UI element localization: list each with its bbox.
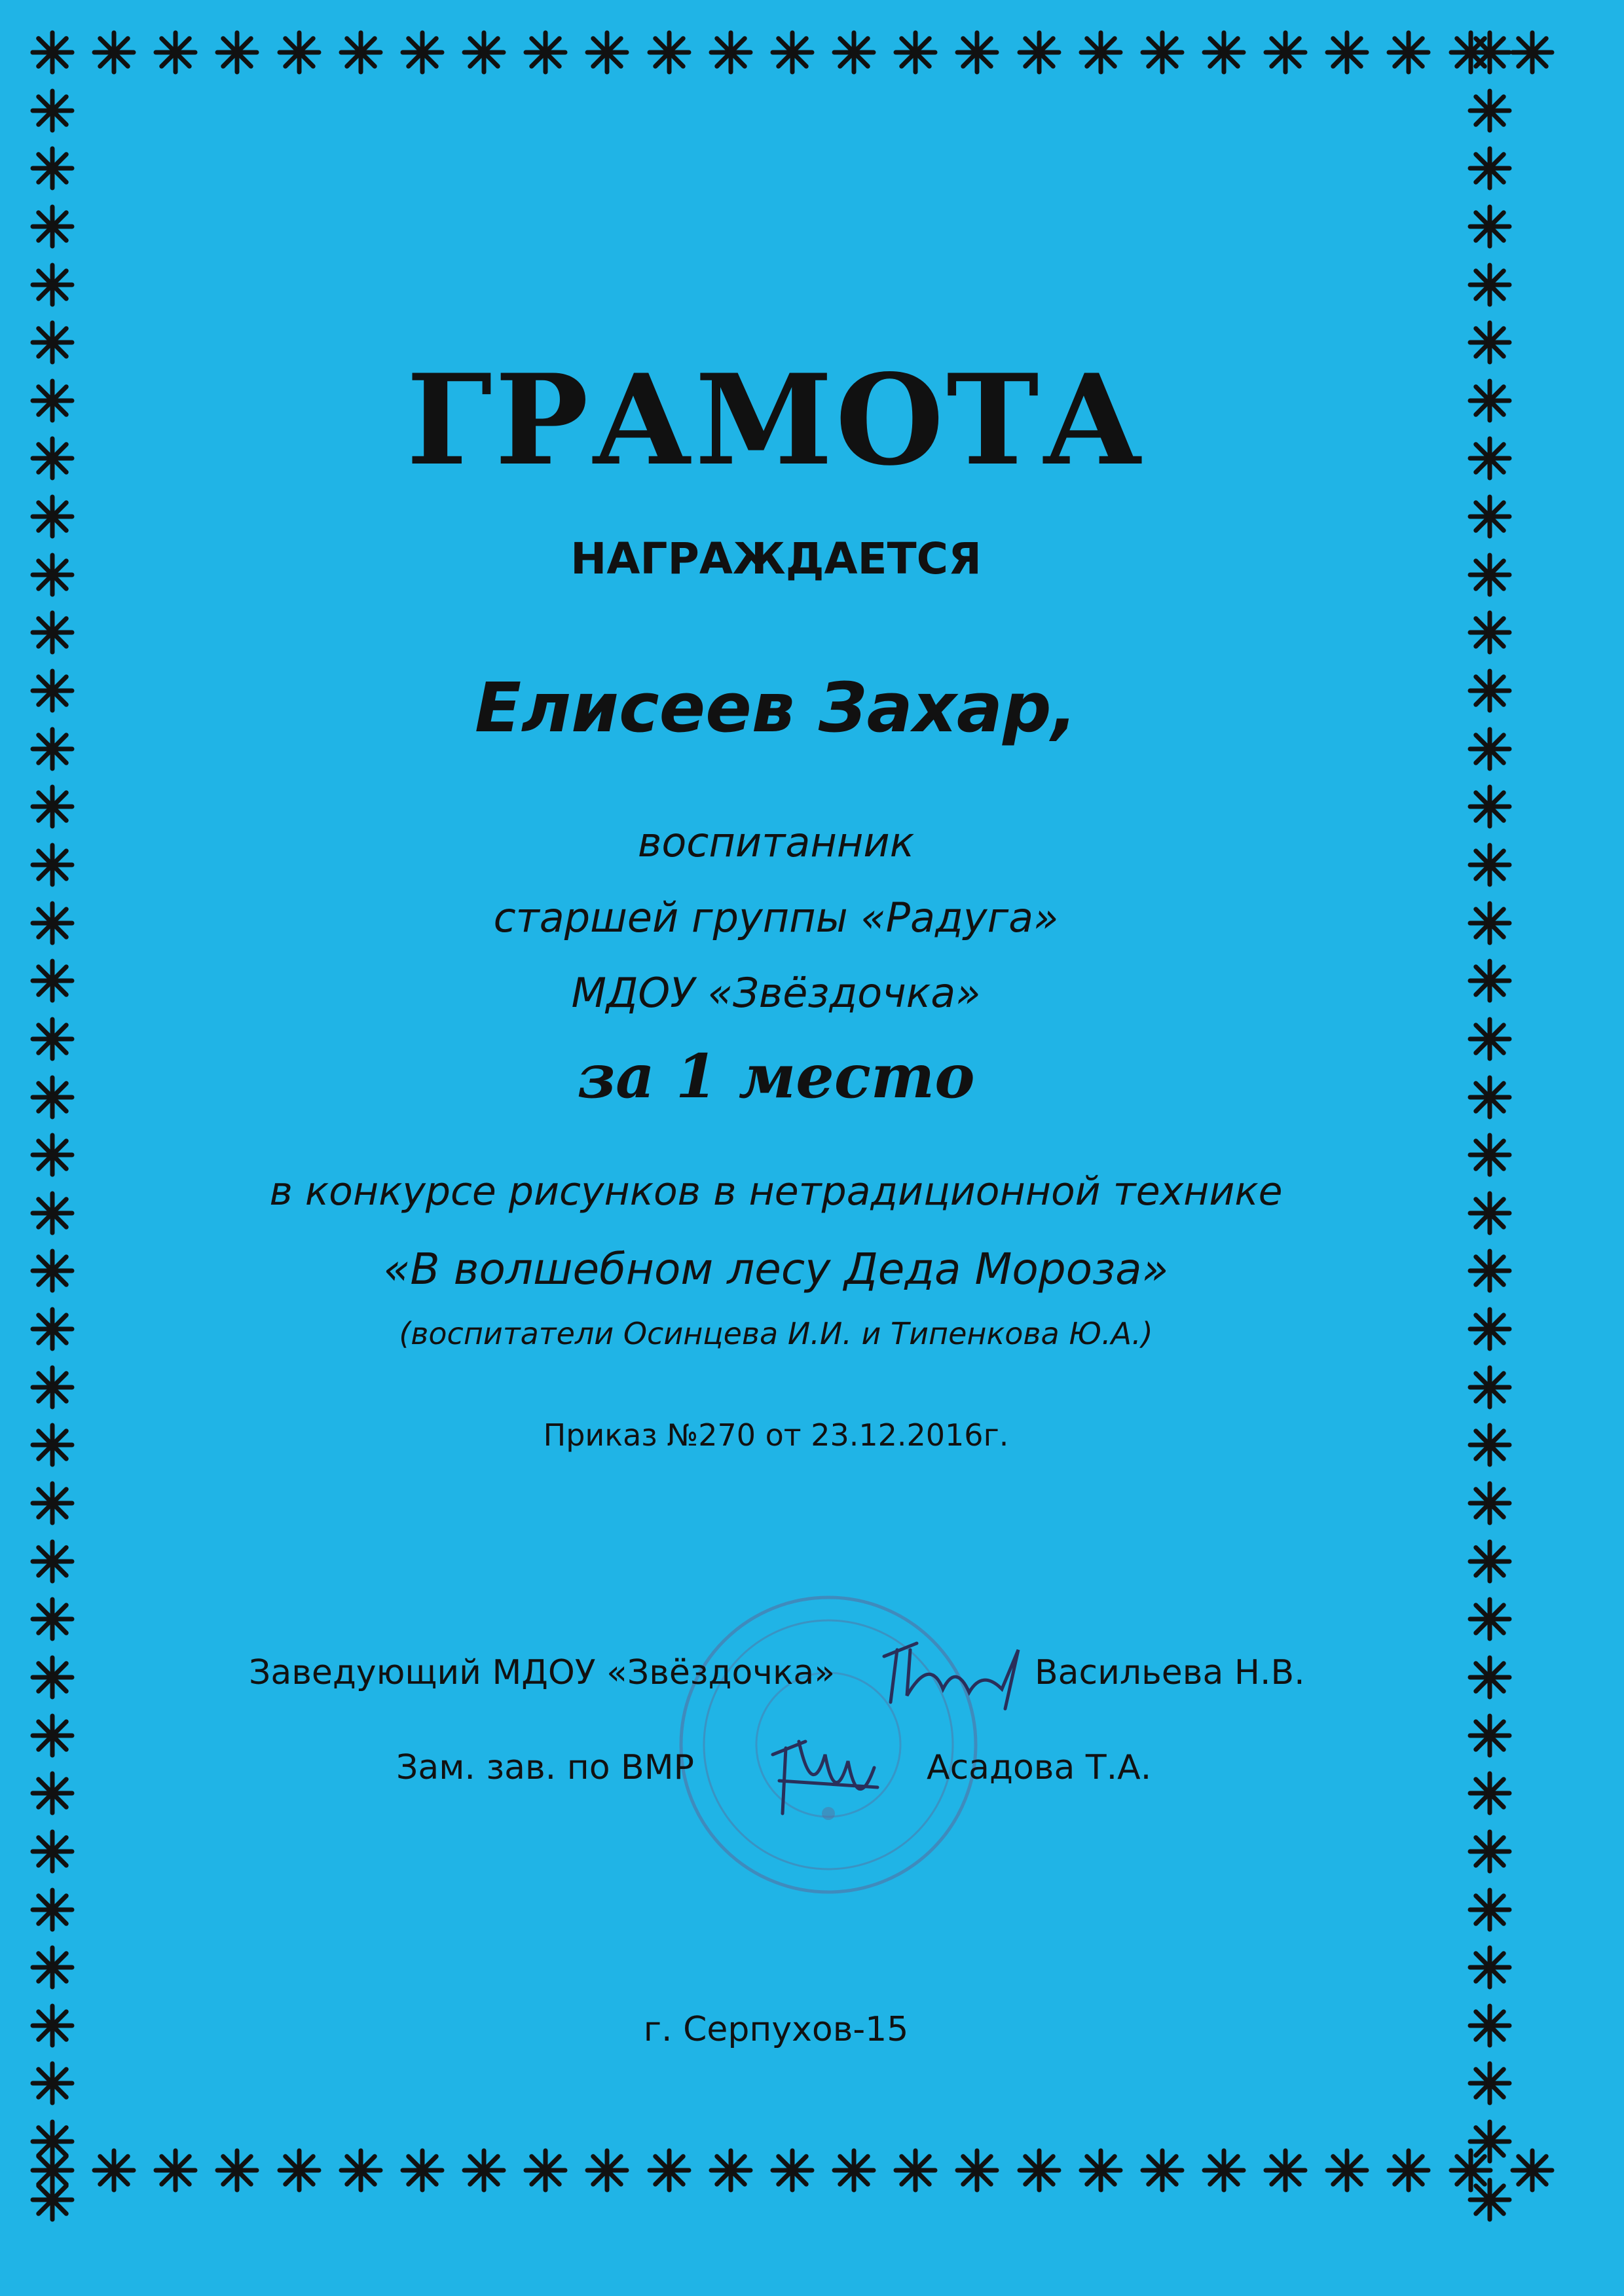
asterisk-star-icon <box>1467 610 1513 655</box>
asterisk-star-icon <box>646 2147 692 2193</box>
recipient-role: воспитанник <box>637 818 915 866</box>
asterisk-star-icon <box>1467 262 1513 308</box>
asterisk-star-icon <box>29 262 75 308</box>
asterisk-star-icon <box>1467 29 1513 75</box>
asterisk-star-icon <box>399 29 445 75</box>
asterisk-star-icon <box>1467 1887 1513 1933</box>
asterisk-star-icon <box>954 2147 1000 2193</box>
asterisk-star-icon <box>29 610 75 655</box>
asterisk-star-icon <box>1467 494 1513 539</box>
asterisk-star-icon <box>29 2177 75 2223</box>
asterisk-star-icon <box>1467 2177 1513 2223</box>
asterisk-star-icon <box>214 2147 260 2193</box>
asterisk-star-icon <box>1467 1364 1513 1410</box>
asterisk-star-icon <box>29 1829 75 1874</box>
asterisk-star-icon <box>1139 29 1185 75</box>
certificate-title: ГРАМОТА <box>406 347 1146 493</box>
asterisk-star-icon <box>831 2147 877 2193</box>
asterisk-star-icon <box>708 29 754 75</box>
asterisk-star-icon <box>1201 2147 1247 2193</box>
asterisk-star-icon <box>1467 2119 1513 2164</box>
asterisk-star-icon <box>1263 29 1308 75</box>
asterisk-star-icon <box>29 1944 75 1990</box>
asterisk-star-icon <box>1386 29 1431 75</box>
asterisk-star-icon <box>1467 88 1513 134</box>
asterisk-star-icon <box>29 204 75 249</box>
asterisk-star-icon <box>1467 1654 1513 1700</box>
city-footer: г. Серпухов-15 <box>643 2010 909 2049</box>
asterisk-star-icon <box>893 29 938 75</box>
asterisk-star-icon <box>29 1770 75 1816</box>
asterisk-star-icon <box>276 2147 322 2193</box>
asterisk-star-icon <box>1467 145 1513 191</box>
asterisk-star-icon <box>1263 2147 1308 2193</box>
asterisk-star-icon <box>153 2147 198 2193</box>
asterisk-star-icon <box>1467 1944 1513 1990</box>
recipient-name: Елисеев Захар, <box>474 668 1078 748</box>
asterisk-star-icon <box>214 29 260 75</box>
asterisk-star-icon <box>1467 1829 1513 1874</box>
asterisk-star-icon <box>1386 2147 1431 2193</box>
asterisk-star-icon <box>29 2119 75 2164</box>
asterisk-star-icon <box>29 29 75 75</box>
asterisk-star-icon <box>29 2060 75 2106</box>
asterisk-star-icon <box>461 29 507 75</box>
border-bottom <box>29 2147 1555 2193</box>
asterisk-star-icon <box>1509 2147 1555 2193</box>
asterisk-star-icon <box>1016 2147 1062 2193</box>
asterisk-star-icon <box>29 1887 75 1933</box>
asterisk-star-icon <box>29 1539 75 1584</box>
asterisk-star-icon <box>1078 2147 1124 2193</box>
recipient-institution: МДОУ «Звёздочка» <box>571 969 981 1017</box>
contest-description: в конкурсе рисунков в нетрадиционной технике <box>269 1169 1283 1214</box>
awarded-label: НАГРАЖДАЕТСЯ <box>570 534 982 584</box>
asterisk-star-icon <box>29 1654 75 1700</box>
asterisk-star-icon <box>29 145 75 191</box>
asterisk-star-icon <box>29 88 75 134</box>
recipient-group: старшей группы «Радуга» <box>493 894 1059 941</box>
asterisk-star-icon <box>1467 1539 1513 1584</box>
deputy-signature <box>753 1715 904 1827</box>
asterisk-star-icon <box>831 29 877 75</box>
border-top <box>29 29 1555 75</box>
asterisk-star-icon <box>708 2147 754 2193</box>
asterisk-star-icon <box>1016 29 1062 75</box>
asterisk-star-icon <box>1467 1480 1513 1526</box>
asterisk-star-icon <box>338 29 384 75</box>
asterisk-star-icon <box>29 1480 75 1526</box>
asterisk-star-icon <box>1078 29 1124 75</box>
asterisk-star-icon <box>29 494 75 539</box>
asterisk-star-icon <box>399 2147 445 2193</box>
asterisk-star-icon <box>893 2147 938 2193</box>
asterisk-star-icon <box>29 1596 75 1642</box>
asterisk-star-icon <box>91 29 137 75</box>
head-position: Заведующий МДОУ «Звёздочка» <box>249 1653 836 1692</box>
head-name: Васильева Н.В. <box>1035 1653 1305 1692</box>
asterisk-star-icon <box>1467 204 1513 249</box>
asterisk-star-icon <box>584 29 630 75</box>
order-number: Приказ №270 от 23.12.2016г. <box>543 1417 1009 1453</box>
asterisk-star-icon <box>1467 1713 1513 1758</box>
asterisk-star-icon <box>338 2147 384 2193</box>
award-place: за 1 место <box>577 1041 975 1112</box>
asterisk-star-icon <box>584 2147 630 2193</box>
asterisk-star-icon <box>1201 29 1247 75</box>
asterisk-star-icon <box>153 29 198 75</box>
asterisk-star-icon <box>1509 29 1555 75</box>
asterisk-star-icon <box>769 29 815 75</box>
teachers-line: (воспитатели Осинцева И.И. и Типенкова Ю.А.) <box>399 1316 1153 1351</box>
asterisk-star-icon <box>1467 1596 1513 1642</box>
deputy-name: Асадова Т.А. <box>927 1748 1152 1787</box>
head-signature <box>871 1630 1028 1715</box>
asterisk-star-icon <box>91 2147 137 2193</box>
asterisk-star-icon <box>1467 1770 1513 1816</box>
asterisk-star-icon <box>523 29 568 75</box>
deputy-position: Зам. зав. по ВМР <box>396 1748 694 1787</box>
asterisk-star-icon <box>276 29 322 75</box>
asterisk-star-icon <box>954 29 1000 75</box>
asterisk-star-icon <box>1324 29 1370 75</box>
asterisk-star-icon <box>646 29 692 75</box>
asterisk-star-icon <box>1324 2147 1370 2193</box>
asterisk-star-icon <box>29 1364 75 1410</box>
asterisk-star-icon <box>461 2147 507 2193</box>
asterisk-star-icon <box>769 2147 815 2193</box>
asterisk-star-icon <box>523 2147 568 2193</box>
asterisk-star-icon <box>1139 2147 1185 2193</box>
asterisk-star-icon <box>1467 2060 1513 2106</box>
contest-title: «В волшебном лесу Деда Мороза» <box>383 1244 1169 1294</box>
asterisk-star-icon <box>29 1713 75 1758</box>
